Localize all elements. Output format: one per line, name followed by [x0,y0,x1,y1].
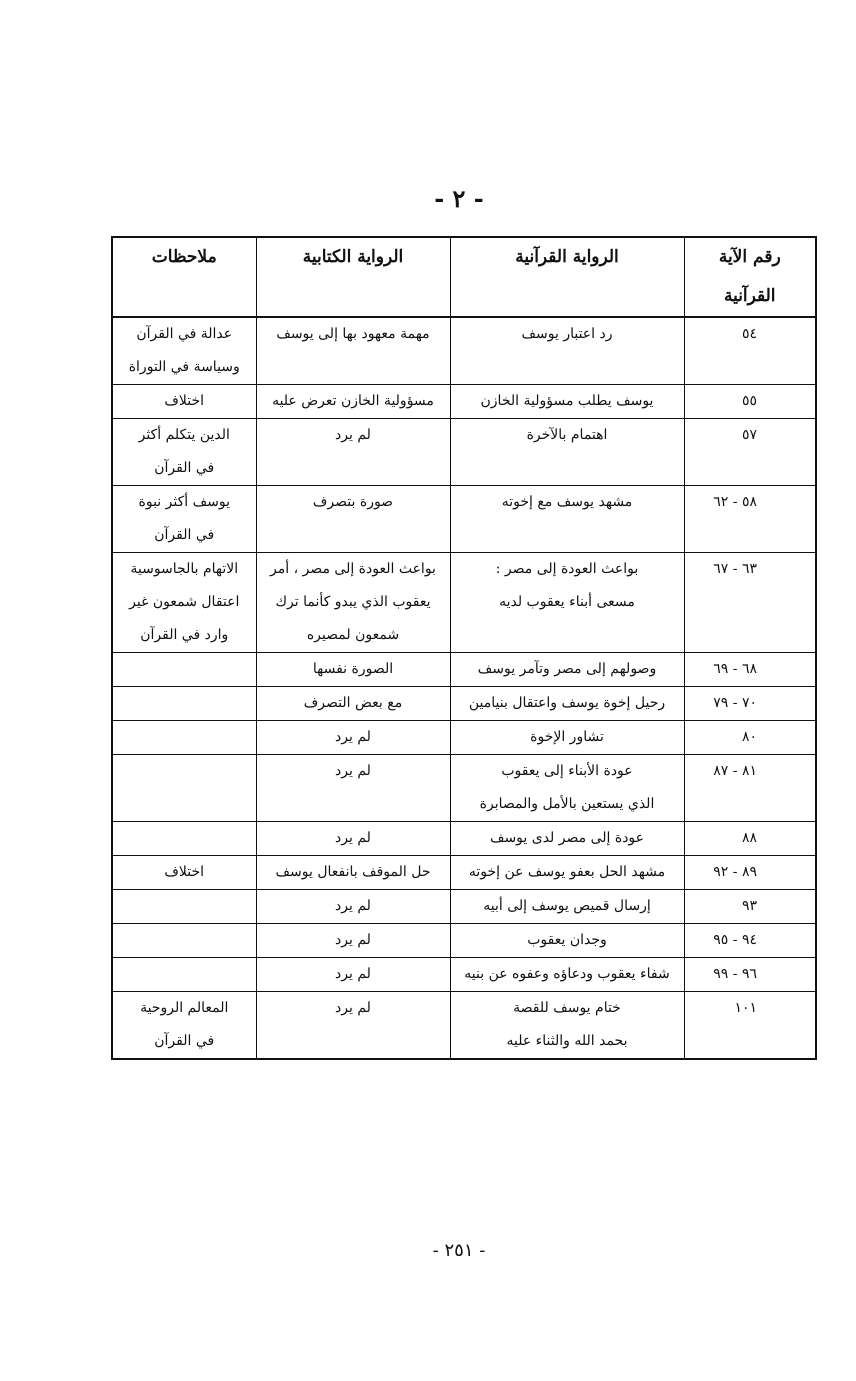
quran-narrative-line: إرسال قميص يوسف إلى أبيه [483,898,651,914]
bible-narrative-line: صورة بتصرف [312,494,394,510]
quran-narrative-cell [450,856,684,890]
bible-narrative-line: مع بعض التصرف [303,695,403,711]
bible-narrative-line: لم يرد [335,729,371,745]
bible-narrative-line: لم يرد [335,932,371,948]
bible-narrative-line: لم يرد [335,1000,371,1016]
bible-narrative-line: حل الموقف بانفعال يوسف [275,864,431,880]
bible-narrative-cell [256,924,450,958]
notes-cell [112,721,256,755]
quran-narrative-line: مشهد يوسف مع إخوته [501,494,633,510]
quran-narrative-line: الذي يستعين بالأمل والمصابرة [479,796,655,812]
quran-narrative-cell [450,653,684,687]
table-row [112,822,816,856]
notes-line: في القرآن [154,527,215,543]
section-number: - ٢ - [434,184,484,213]
bible-narrative-cell [256,822,450,856]
verse-number-cell: ٥٤ [684,317,816,385]
notes-cell [112,822,256,856]
notes-line: في القرآن [154,460,215,476]
bible-narrative-line: لم يرد [335,830,371,846]
notes-line: وسياسة في التوراة [128,359,240,375]
verse-number-cell: ٨٨ [684,822,816,856]
verse-number-cell: ٨١ - ٨٧ [684,755,816,822]
table-header-row [112,237,816,317]
notes-cell [112,317,256,385]
quran-narrative-cell [450,317,684,385]
quran-narrative-cell [450,890,684,924]
bible-narrative-cell [256,992,450,1060]
bible-narrative-cell [256,317,450,385]
bible-narrative-line: لم يرد [335,427,371,443]
verse-number-cell: ٥٧ [684,419,816,486]
bible-narrative-cell [256,856,450,890]
quran-narrative-line: رد اعتبار يوسف [521,326,613,342]
verse-number-cell: ٩٤ - ٩٥ [684,924,816,958]
quran-narrative-line: بحمد الله والثناء عليه [506,1033,628,1049]
table-row [112,721,816,755]
quran-narrative-line: عودة الأبناء إلى يعقوب [501,763,633,779]
notes-cell [112,385,256,419]
quran-narrative-cell [450,553,684,653]
bible-narrative-cell [256,890,450,924]
table-row [112,385,816,419]
notes-line: الاتهام بالجاسوسية [130,561,239,577]
notes-line: اعتقال شمعون غير [129,594,240,610]
table-row [112,653,816,687]
quran-narrative-line: عودة إلى مصر لدى يوسف [489,830,645,846]
quran-narrative-cell [450,755,684,822]
quran-narrative-line: مشهد الحل بعفو يوسف عن إخوته [468,864,666,880]
verse-number-cell: ٦٣ - ٦٧ [684,553,816,653]
quran-narrative-line: ختام يوسف للقصة [513,1000,621,1016]
bible-narrative-cell [256,755,450,822]
table-row [112,958,816,992]
bible-narrative-line: الصورة نفسها [312,661,394,677]
notes-line: عدالة في القرآن [136,326,233,342]
header-quran-narrative: الرواية القرآنية [450,237,684,317]
bible-narrative-cell [256,486,450,553]
bible-narrative-line: مسؤولية الخازن تعرض عليه [272,393,434,409]
verse-number-cell: ٥٥ [684,385,816,419]
quran-narrative-line: اهتمام بالآخرة [526,427,608,443]
verse-number-cell: ٩٦ - ٩٩ [684,958,816,992]
table-row [112,553,816,653]
table-row [112,856,816,890]
notes-line: اختلاف [164,393,205,409]
table-body [112,317,816,1059]
notes-line: وارد في القرآن [140,627,229,643]
bible-narrative-cell [256,958,450,992]
notes-cell [112,924,256,958]
bible-narrative-cell [256,721,450,755]
bible-narrative-line: شمعون لمصيره [306,627,400,643]
notes-cell [112,890,256,924]
notes-line: اختلاف [164,864,205,880]
comparison-table [111,236,817,1060]
verse-number-cell: ٩٣ [684,890,816,924]
quran-narrative-line: يوسف يطلب مسؤولية الخازن [480,393,654,409]
quran-narrative-cell [450,419,684,486]
table-row [112,687,816,721]
notes-line: المعالم الروحية [140,1000,229,1016]
quran-narrative-cell [450,822,684,856]
quran-narrative-line: شفاء يعقوب ودعاؤه وعفوه عن بنيه [464,966,670,982]
bible-narrative-line: لم يرد [335,763,371,779]
table-row [112,992,816,1060]
quran-narrative-cell [450,992,684,1060]
header-bible-narrative: الرواية الكتابية [256,237,450,317]
table-row [112,924,816,958]
notes-cell [112,755,256,822]
notes-cell [112,486,256,553]
table-row [112,890,816,924]
notes-cell [112,856,256,890]
header-verse-number: رقم الآية القرآنية [684,237,816,317]
table-row [112,419,816,486]
bible-narrative-cell [256,419,450,486]
bible-narrative-line: يعقوب الذي يبدو كأنما ترك [275,594,431,610]
quran-narrative-cell [450,721,684,755]
table-row [112,755,816,822]
verse-number-cell: ٦٨ - ٦٩ [684,653,816,687]
table-row [112,317,816,385]
bible-narrative-cell [256,553,450,653]
notes-cell [112,419,256,486]
notes-cell [112,553,256,653]
notes-line: يوسف أكثر نبوة [138,494,230,510]
bible-narrative-cell [256,385,450,419]
bible-narrative-cell [256,687,450,721]
verse-number-cell: ٧٠ - ٧٩ [684,687,816,721]
notes-cell [112,687,256,721]
quran-narrative-line: بواعث العودة إلى مصر : [495,561,639,577]
quran-narrative-line: تشاور الإخوة [530,729,604,745]
notes-cell [112,958,256,992]
bible-narrative-line: بواعث العودة إلى مصر ، أمر [270,561,436,577]
notes-line: الدين يتكلم أكثر [138,427,230,443]
bible-narrative-line: لم يرد [335,898,371,914]
quran-narrative-cell [450,687,684,721]
header-notes: ملاحظات [112,237,256,317]
bible-narrative-cell [256,653,450,687]
notes-cell [112,653,256,687]
quran-narrative-cell [450,924,684,958]
quran-narrative-line: وجدان يعقوب [527,932,607,948]
table-row [112,486,816,553]
verse-number-cell: ٨٠ [684,721,816,755]
quran-narrative-line: رحيل إخوة يوسف واعتقال بنيامين [468,695,666,711]
quran-narrative-cell [450,385,684,419]
bible-narrative-line: لم يرد [335,966,371,982]
bible-narrative-line: مهمة معهود بها إلى يوسف [276,326,430,342]
quran-narrative-line: وصولهم إلى مصر وتآمر يوسف [477,661,657,677]
quran-narrative-cell [450,958,684,992]
verse-number-cell: ١٠١ [684,992,816,1060]
quran-narrative-line: مسعى أبناء يعقوب لديه [499,594,635,610]
verse-number-cell: ٥٨ - ٦٢ [684,486,816,553]
quran-narrative-cell [450,486,684,553]
notes-line: في القرآن [154,1033,215,1049]
notes-cell [112,992,256,1060]
page-number: - ٢٥١ - [432,1240,486,1261]
verse-number-cell: ٨٩ - ٩٢ [684,856,816,890]
